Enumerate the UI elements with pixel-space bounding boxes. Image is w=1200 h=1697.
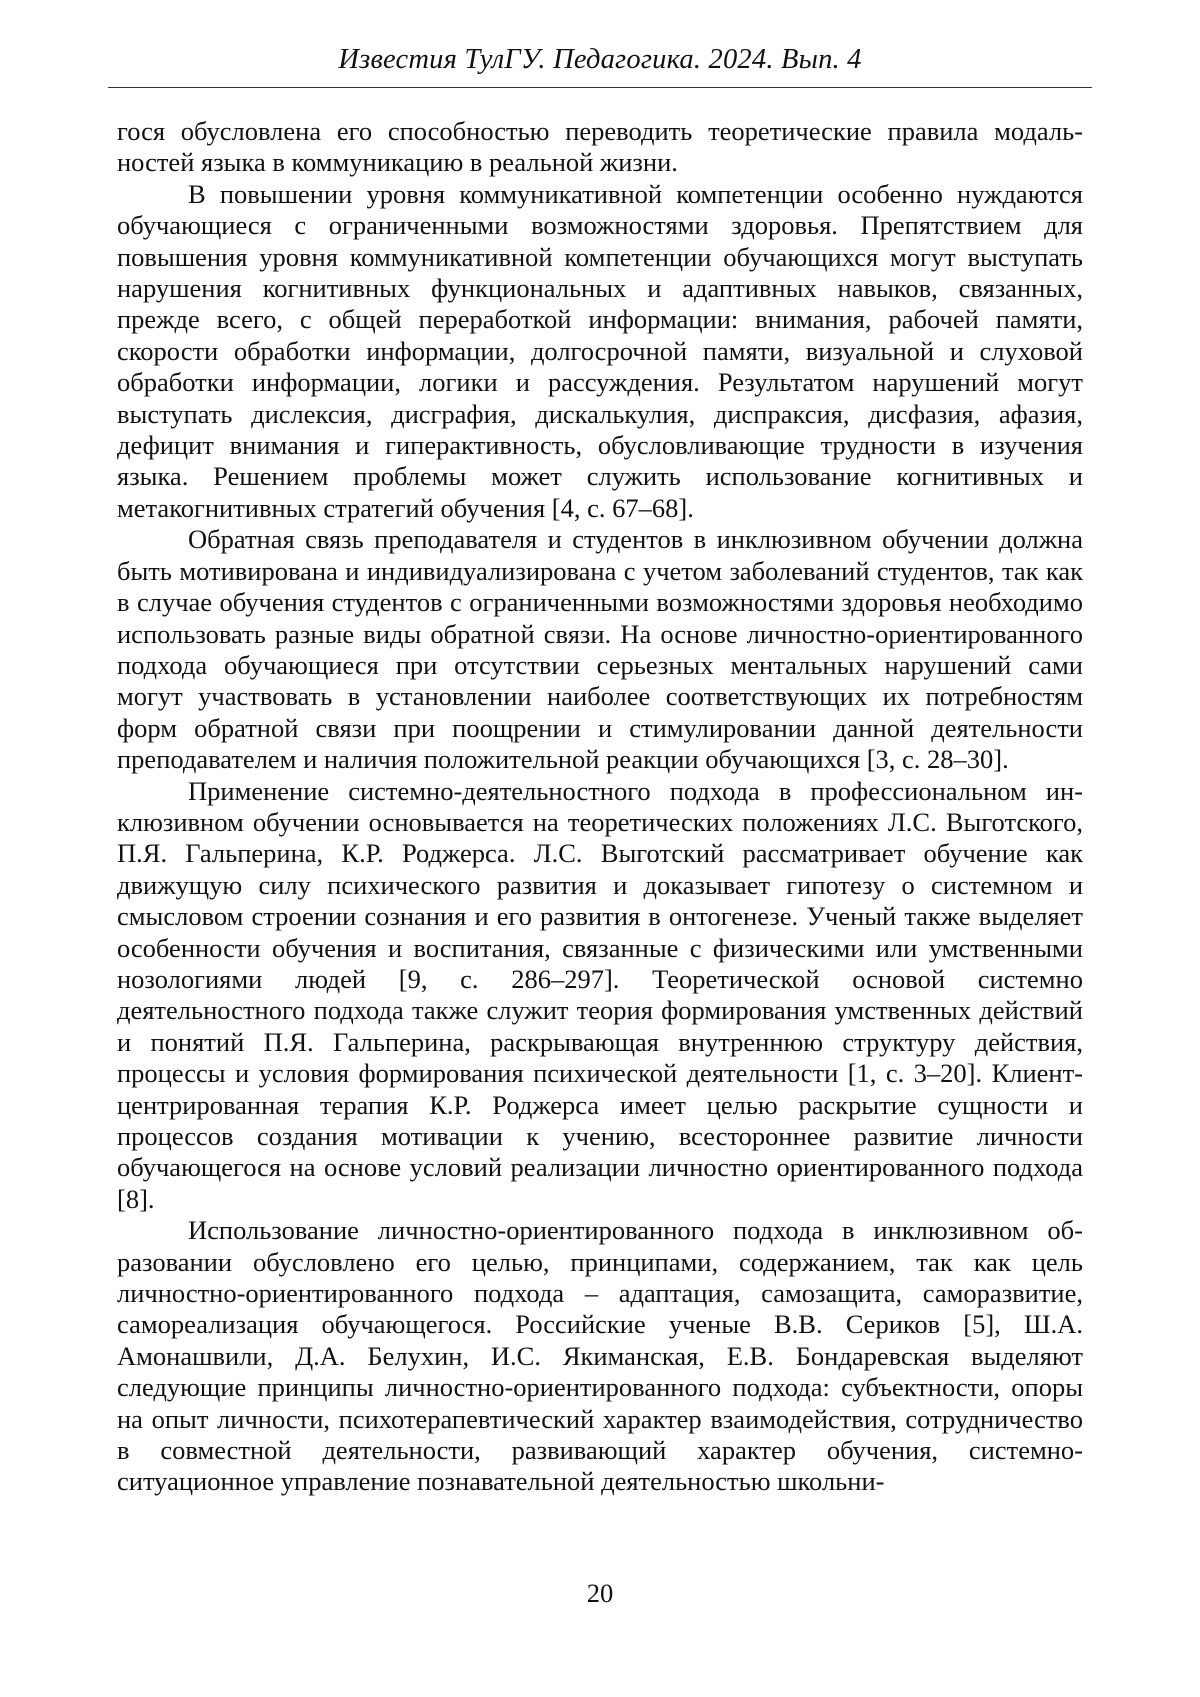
paragraph: Применение системно-деятельностного подхода в профессиональном инклюзивном обучении основывается на теоретических положениях Л.С. Выготского, П.Я. Гальперина, К.Р. Роджерса. Л.С. Выготский рассматривает обучение как движущую силу психического развития и доказывает гипотезу о системном и смысловом строении сознания и его развития в онтогенезе. Ученый также выделяет особенности обучения и воспитания, связанные с физическими или умственными нозологиями людей [9, с. 286–297]. Теоретической основой системно деятельностного подхода также служит теория формирования умственных действий и понятий П.Я. Гальперина, раскрывающая внутреннюю структуру действия, процессы и условия формирования психической деятельности [1, с. 3–20]. Клиент-центрированная терапия К.Р. Роджерса имеет целью раскрытие сущности и процессов создания мотивации к учению, всестороннее развитие личности обучающегося на основе условий реализации личностно ориентированного подхода [8]. — [117, 775, 1083, 1214]
running-header: Известия ТулГУ. Педагогика. 2024. Вып. 4 — [338, 44, 862, 75]
header-divider — [108, 87, 1092, 88]
paragraph: В повышении уровня коммуникативной компетенции особенно нуждаются обучающиеся с ограниченными возможностями здоровья. Препятствием для повышения уровня коммуникативной компетенции обучающихся могут выступать нарушения когнитивных функциональных и адаптивных навыков, связанных, прежде всего, с общей переработкой информации: внимания, рабочей памяти, скорости обработки информации, долгосрочной памяти, визуальной и слуховой обработки информации, логики и рассуждения. Результатом нарушений могут выступать дислексия, дисграфия, дискалькулия, диспраксия, дисфазия, афазия, дефицит внимания и гиперактивность, обусловливающие трудности в изучения языка. Решением проблемы может служить использование когнитивных и метакогнитивных стратегий обучения [4, с. 67–68]. — [117, 178, 1083, 523]
paragraph-continuation: гося обусловлена его способностью переводить теоретические правила модальностей языка в коммуникацию в реальной жизни. — [117, 116, 1083, 178]
paragraph: Использование личностно-ориентированного подхода в инклюзивном образовании обусловлено его целью, принципами, содержанием, так как цель личностно-ориентированного подхода – адаптация, самозащита, саморазвитие, самореализация обучающегося. Российские ученые В.В. Сериков [5], Ш.А. Амонашвили, Д.А. Белухин, И.С. Якиманская, Е.В. Бондаревская выделяют следующие принципы личностно-ориентированного подхода: субъектности, опоры на опыт личности, психотерапевтический характер взаимодействия, сотрудничество в совместной деятельности, развивающий характер обучения, системно-ситуационное управление познавательной деятельностью школьни- — [117, 1215, 1083, 1497]
article-body — [117, 116, 1083, 1498]
paragraph: Обратная связь преподавателя и студентов в инклюзивном обучении должна быть мотивирована и индивидуализирована с учетом заболеваний студентов, так как в случае обучения студентов с ограниченными возможностями здоровья необходимо использовать разные виды обратной связи. На основе личностно-ориентированного подхода обучающиеся при отсутствии серьезных ментальных нарушений сами могут участвовать в установлении наиболее соответствующих их потребностям форм обратной связи при поощрении и стимулировании данной деятельности преподавателем и наличия положительной реакции обучающихся [3, с. 28–30]. — [117, 524, 1083, 775]
page-number: 20 — [586, 1578, 614, 1608]
